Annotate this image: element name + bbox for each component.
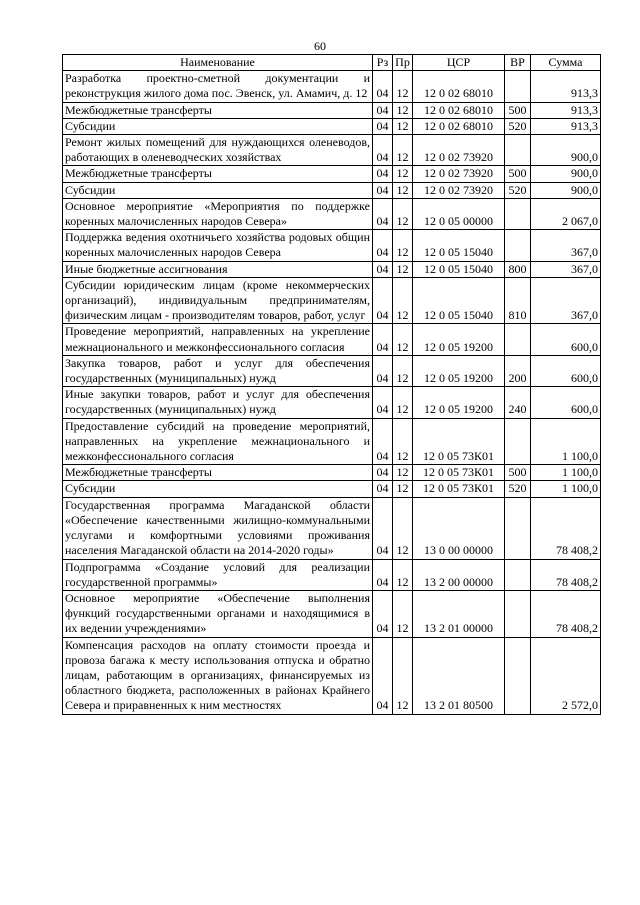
cell-csr: 12 0 05 19200: [413, 324, 505, 355]
table-row: [63, 559, 601, 590]
cell-rz: 04: [373, 261, 393, 277]
table-row: [63, 497, 601, 559]
page-number: 60: [314, 39, 326, 53]
cell-sum: 913,3: [531, 102, 601, 118]
cell-sum: 78 408,2: [531, 590, 601, 637]
cell-rz: 04: [373, 135, 393, 166]
cell-csr: 12 0 02 73920: [413, 135, 505, 166]
cell-csr: 12 0 02 73920: [413, 182, 505, 198]
cell-name: Предоставление субсидий на проведение мероприятий, направленных на укрепление межнационального и межконфессионального согласия: [63, 418, 373, 465]
cell-vr: 200: [505, 355, 531, 386]
cell-name: Субсидии: [63, 118, 373, 134]
cell-sum: 913,3: [531, 118, 601, 134]
cell-vr: 500: [505, 102, 531, 118]
cell-name: Подпрограмма «Создание условий для реализации государственной программы»: [63, 559, 373, 590]
cell-name: Разработка проектно-сметной документации и реконструкция жилого дома пос. Эвенск, ул. Амамич, д. 12: [63, 71, 373, 102]
cell-pr: 12: [393, 166, 413, 182]
cell-rz: 04: [373, 387, 393, 418]
cell-rz: 04: [373, 118, 393, 134]
cell-pr: 12: [393, 71, 413, 102]
cell-name: Поддержка ведения охотничьего хозяйства родовых общин коренных малочисленных народов Севера: [63, 230, 373, 261]
cell-sum: 1 100,0: [531, 481, 601, 497]
table-row: [63, 637, 601, 714]
cell-vr: 240: [505, 387, 531, 418]
table-row: [63, 198, 601, 229]
cell-rz: 04: [373, 324, 393, 355]
cell-vr: [505, 198, 531, 229]
cell-rz: 04: [373, 465, 393, 481]
cell-sum: 367,0: [531, 277, 601, 324]
header-name: Наименование: [63, 55, 373, 71]
cell-csr: 12 0 05 19200: [413, 355, 505, 386]
table-row: [63, 261, 601, 277]
cell-pr: 12: [393, 355, 413, 386]
table-row: [63, 418, 601, 465]
cell-pr: 12: [393, 135, 413, 166]
table-row: [63, 71, 601, 102]
cell-vr: 520: [505, 118, 531, 134]
cell-csr: 12 0 05 73К01: [413, 481, 505, 497]
cell-rz: 04: [373, 481, 393, 497]
cell-csr: 12 0 05 73К01: [413, 465, 505, 481]
table-row: [63, 182, 601, 198]
cell-csr: 12 0 02 68010: [413, 118, 505, 134]
cell-pr: 12: [393, 324, 413, 355]
cell-sum: 913,3: [531, 71, 601, 102]
cell-name: Основное мероприятие «Обеспечение выполнения функций государственными органами и находящимися в их ведении учреждениями»: [63, 590, 373, 637]
table-row: [63, 481, 601, 497]
cell-pr: 12: [393, 198, 413, 229]
cell-sum: 78 408,2: [531, 497, 601, 559]
cell-pr: 12: [393, 590, 413, 637]
table-row: [63, 590, 601, 637]
cell-name: Основное мероприятие «Мероприятия по поддержке коренных малочисленных народов Севера»: [63, 198, 373, 229]
cell-rz: 04: [373, 198, 393, 229]
cell-rz: 04: [373, 497, 393, 559]
cell-rz: 04: [373, 71, 393, 102]
cell-csr: 12 0 05 15040: [413, 261, 505, 277]
cell-name: Межбюджетные трансферты: [63, 166, 373, 182]
cell-rz: 04: [373, 418, 393, 465]
table-row: [63, 102, 601, 118]
cell-rz: 04: [373, 230, 393, 261]
cell-sum: 1 100,0: [531, 465, 601, 481]
cell-rz: 04: [373, 355, 393, 386]
cell-vr: [505, 418, 531, 465]
cell-vr: 520: [505, 481, 531, 497]
cell-name: Компенсация расходов на оплату стоимости проезда и провоза багажа к месту использования отпуска и обратно лицам, работающим в организациях, финансируемых из областного бюджета, расположенных в районах Крайнего Севера и приравненных к ним местностях: [63, 637, 373, 714]
cell-pr: 12: [393, 387, 413, 418]
cell-rz: 04: [373, 637, 393, 714]
cell-csr: 12 0 05 19200: [413, 387, 505, 418]
cell-pr: 12: [393, 465, 413, 481]
table-row: [63, 387, 601, 418]
cell-rz: 04: [373, 166, 393, 182]
cell-vr: 520: [505, 182, 531, 198]
cell-csr: 12 0 05 73К01: [413, 418, 505, 465]
budget-table: [62, 54, 601, 715]
cell-pr: 12: [393, 118, 413, 134]
cell-vr: 500: [505, 166, 531, 182]
table-row: [63, 230, 601, 261]
cell-rz: 04: [373, 277, 393, 324]
cell-sum: 600,0: [531, 355, 601, 386]
cell-sum: 78 408,2: [531, 559, 601, 590]
cell-pr: 12: [393, 418, 413, 465]
cell-vr: [505, 324, 531, 355]
cell-name: Субсидии: [63, 481, 373, 497]
table-row: [63, 166, 601, 182]
cell-pr: 12: [393, 481, 413, 497]
cell-sum: 600,0: [531, 324, 601, 355]
cell-vr: [505, 135, 531, 166]
table-row: [63, 324, 601, 355]
cell-sum: 367,0: [531, 261, 601, 277]
cell-vr: 500: [505, 465, 531, 481]
cell-csr: 12 0 05 15040: [413, 230, 505, 261]
header-rz: Рз: [373, 55, 393, 71]
cell-name: Межбюджетные трансферты: [63, 465, 373, 481]
cell-pr: 12: [393, 261, 413, 277]
table-row: [63, 277, 601, 324]
cell-vr: [505, 71, 531, 102]
table-row: [63, 465, 601, 481]
cell-csr: 12 0 05 15040: [413, 277, 505, 324]
cell-name: Субсидии юридическим лицам (кроме некоммерческих организаций), индивидуальным предпринимателям, физическим лицам - производителям товаров, работ, услуг: [63, 277, 373, 324]
cell-pr: 12: [393, 230, 413, 261]
table-row: [63, 118, 601, 134]
table-body: [63, 71, 601, 714]
cell-name: Проведение мероприятий, направленных на укрепление межнационального и межконфессионального согласия: [63, 324, 373, 355]
cell-name: Иные бюджетные ассигнования: [63, 261, 373, 277]
cell-sum: 2 572,0: [531, 637, 601, 714]
cell-csr: 12 0 05 00000: [413, 198, 505, 229]
cell-vr: [505, 637, 531, 714]
table-row: [63, 355, 601, 386]
cell-sum: 900,0: [531, 135, 601, 166]
header-sum: Сумма: [531, 55, 601, 71]
cell-sum: 2 067,0: [531, 198, 601, 229]
cell-name: Межбюджетные трансферты: [63, 102, 373, 118]
cell-sum: 900,0: [531, 182, 601, 198]
cell-csr: 13 2 01 00000: [413, 590, 505, 637]
cell-vr: 800: [505, 261, 531, 277]
cell-sum: 1 100,0: [531, 418, 601, 465]
cell-sum: 900,0: [531, 166, 601, 182]
cell-csr: 12 0 02 73920: [413, 166, 505, 182]
cell-pr: 12: [393, 637, 413, 714]
table-row: [63, 135, 601, 166]
cell-sum: 600,0: [531, 387, 601, 418]
cell-pr: 12: [393, 102, 413, 118]
cell-rz: 04: [373, 590, 393, 637]
cell-csr: 13 2 01 80500: [413, 637, 505, 714]
cell-vr: [505, 590, 531, 637]
cell-name: Иные закупки товаров, работ и услуг для обеспечения государственных (муниципальных) нужд: [63, 387, 373, 418]
cell-rz: 04: [373, 102, 393, 118]
cell-csr: 12 0 02 68010: [413, 102, 505, 118]
cell-csr: 13 2 00 00000: [413, 559, 505, 590]
cell-sum: 367,0: [531, 230, 601, 261]
cell-name: Закупка товаров, работ и услуг для обеспечения государственных (муниципальных) нужд: [63, 355, 373, 386]
header-vr: ВР: [505, 55, 531, 71]
cell-pr: 12: [393, 277, 413, 324]
cell-rz: 04: [373, 182, 393, 198]
cell-pr: 12: [393, 497, 413, 559]
cell-name: Субсидии: [63, 182, 373, 198]
cell-vr: [505, 497, 531, 559]
cell-rz: 04: [373, 559, 393, 590]
cell-csr: 12 0 02 68010: [413, 71, 505, 102]
cell-vr: 810: [505, 277, 531, 324]
cell-name: Государственная программа Магаданской области «Обеспечение качественными жилищно-коммунальными услугами и комфортными условиями проживания населения Магаданской области на 2014-2020 годы»: [63, 497, 373, 559]
cell-pr: 12: [393, 559, 413, 590]
table-header-row: [63, 55, 601, 71]
header-pr: Пр: [393, 55, 413, 71]
cell-name: Ремонт жилых помещений для нуждающихся оленеводов, работающих в оленеводческих хозяйствах: [63, 135, 373, 166]
cell-vr: [505, 559, 531, 590]
cell-vr: [505, 230, 531, 261]
cell-csr: 13 0 00 00000: [413, 497, 505, 559]
header-csr: ЦСР: [413, 55, 505, 71]
cell-pr: 12: [393, 182, 413, 198]
